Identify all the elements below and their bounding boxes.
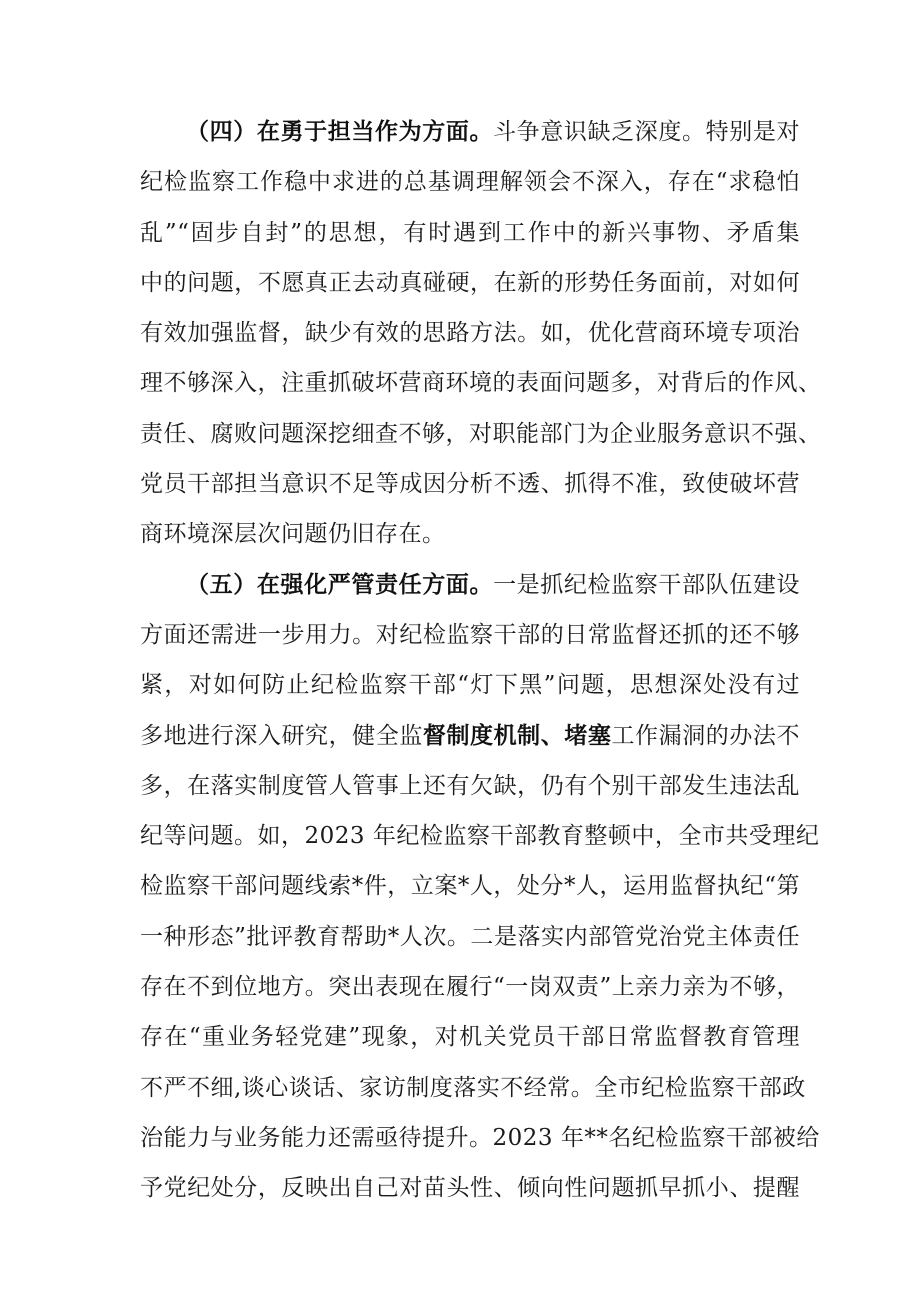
p4-line: 乱”“固步自封”的思想，有时遇到工作中的新兴事物、矛盾集	[140, 219, 800, 246]
p5-line-4-pre: 多地进行深入研究，健全监	[140, 722, 423, 749]
p5-line-4-post: 工作漏洞的办法不	[611, 722, 801, 749]
p5-line: 纪等问题。如，2023 年纪检监察干部教育整顿中，全市共受理纪	[140, 823, 820, 850]
p5-line: 一种形态”批评教育帮助*人次。二是落实内部管党治党主体责任	[140, 923, 800, 950]
p5-line: 存在“重业务轻党建”现象，对机关党员干部日常监督教育管理	[140, 1024, 800, 1051]
p4-line: 有效加强监督，缺少有效的思路方法。如，优化营商环境专项治	[140, 320, 800, 347]
p5-line: 紧，对如何防止纪检监察干部“灯下黑”问题，思想深处没有过	[140, 672, 800, 699]
p4-line: 责任、腐败问题深挖细查不够，对职能部门为企业服务意识不强、	[140, 420, 822, 447]
p5-line: 不严不细,谈心谈话、家访制度落实不经常。全市纪检监察干部政	[140, 1074, 806, 1101]
p5-line-4	[140, 717, 800, 767]
p5-line: 予党纪处分，反映出自己对苗头性、倾向性问题抓早抓小、提醒	[140, 1175, 800, 1202]
p4-line: 党员干部担当意识不足等成因分析不透、抓得不准，致使破坏营	[140, 471, 800, 498]
p4-line: 理不够深入，注重抓破坏营商环境的表面问题多，对背后的作风、	[140, 370, 822, 397]
p5-line: 多，在落实制度管人管事上还有欠缺，仍有个别干部发生违法乱	[140, 772, 800, 799]
p4-line: 纪检监察工作稳中求进的总基调理解领会不深入，存在“求稳怕	[140, 169, 800, 196]
p4-line-1-text: 斗争意识缺乏深度。特别是对	[493, 119, 801, 145]
p5-heading: （五）在强化严管责任方面。	[186, 571, 494, 598]
p5-line-4-bold: 督制度机制、堵塞	[422, 722, 612, 749]
p5-line: 治能力与业务能力还需亟待提升。2023 年**名纪检监察干部被给	[140, 1124, 820, 1151]
p5-line-1-text: 一是抓纪检监察干部队伍建设	[493, 571, 801, 598]
p4-line-1	[140, 113, 800, 163]
document-body	[140, 113, 822, 1220]
p5-line: 存在不到位地方。突出表现在履行“一岗双责”上亲力亲为不够，	[140, 974, 800, 1001]
p5-line: 方面还需进一步用力。对纪检监察干部的日常监督还抓的还不够	[140, 621, 800, 648]
p4-heading: （四）在勇于担当作为方面。	[186, 119, 494, 145]
p4-line: 商环境深层次问题仍旧存在。	[140, 521, 446, 548]
p5-line: 检监察干部问题线索*件，立案*人，处分*人，运用监督执纪“第	[140, 873, 800, 900]
p4-line: 中的问题，不愿真正去动真碰硬，在新的形势任务面前，对如何	[140, 269, 800, 296]
p5-line-1	[140, 566, 800, 616]
